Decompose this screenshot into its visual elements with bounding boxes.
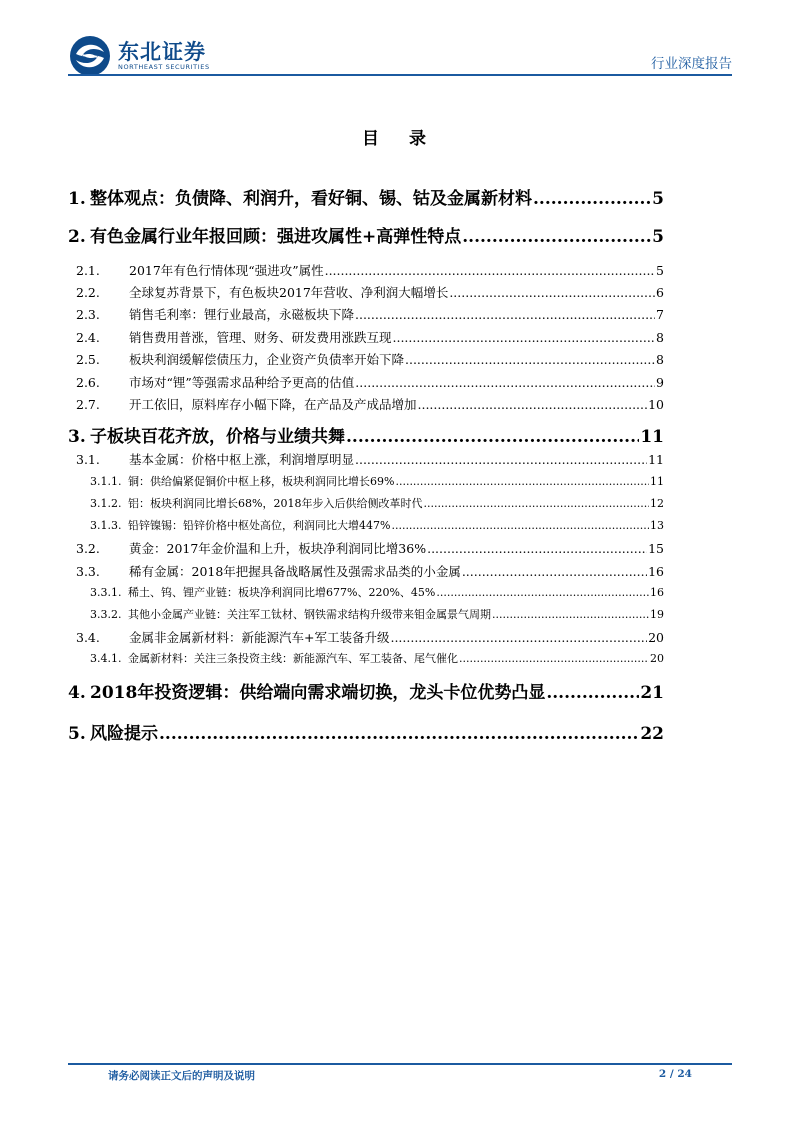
toc-entry-page: 5 bbox=[652, 227, 664, 247]
toc-entry-leader bbox=[459, 652, 649, 665]
toc-entry[interactable] bbox=[68, 422, 664, 447]
toc-entry-leader bbox=[325, 263, 655, 278]
toc-entry-page: 21 bbox=[640, 683, 664, 703]
toc-entry-number: 2.3. bbox=[76, 307, 100, 322]
footer-divider bbox=[68, 1063, 732, 1065]
page-indicator: 2 / 24 bbox=[658, 1068, 692, 1080]
toc-entry-number: 2.2. bbox=[76, 285, 100, 300]
toc-entry-leader bbox=[492, 608, 649, 621]
toc-entry-leader bbox=[159, 724, 639, 744]
toc-entry-number: 3. bbox=[68, 427, 86, 447]
toc-entry-title: 其他小金属产业链：关注军工钛材、钢铁需求结构升级带来钼金属景气周期 bbox=[128, 608, 491, 621]
toc-entry-number: 4. bbox=[68, 683, 86, 703]
toc-entry[interactable] bbox=[68, 678, 664, 703]
toc-entry[interactable] bbox=[76, 261, 664, 279]
toc-entry[interactable] bbox=[76, 562, 664, 580]
toc-entry-page: 5 bbox=[652, 189, 664, 209]
report-type-label: 行业深度报告 bbox=[651, 56, 732, 72]
toc-entry-page: 8 bbox=[656, 352, 664, 367]
toc-entry-title: 铝：板块利润同比增长68%，2018年步入后供给侧改革时代 bbox=[128, 497, 423, 510]
toc-entry-page: 15 bbox=[648, 541, 664, 556]
toc-entry[interactable] bbox=[76, 328, 664, 346]
logo-english-name: NORTHEAST SECURITIES bbox=[118, 62, 210, 71]
toc-entry-page: 12 bbox=[650, 497, 664, 510]
toc-entry-title: 有色金属行业年报回顾：强进攻属性+高弹性特点 bbox=[90, 227, 462, 247]
toc-entry[interactable] bbox=[90, 584, 664, 600]
toc-entry-leader bbox=[418, 397, 648, 412]
toc-entry[interactable] bbox=[76, 539, 664, 557]
toc-entry-number: 2.5. bbox=[76, 352, 100, 367]
toc-entry-number: 5. bbox=[68, 724, 86, 744]
toc-entry-page: 20 bbox=[648, 630, 664, 645]
toc-entry[interactable] bbox=[68, 184, 664, 209]
toc-entry-title: 2018年投资逻辑：供给端向需求端切换，龙头卡位优势凸显 bbox=[90, 683, 546, 703]
toc-entry-number: 1. bbox=[68, 189, 86, 209]
toc-entry-leader bbox=[355, 375, 655, 390]
toc-entry-number: 3.2. bbox=[76, 541, 100, 556]
toc-entry-leader bbox=[449, 285, 655, 300]
toc-entry-page: 20 bbox=[650, 652, 664, 665]
toc-title: 目 录 bbox=[362, 129, 438, 149]
toc-entry-leader bbox=[462, 227, 651, 247]
toc-entry-title: 市场对“锂”等强需求品种给予更高的估值 bbox=[129, 375, 355, 390]
toc-entry-number: 2. bbox=[68, 227, 86, 247]
toc-entry-title: 风险提示 bbox=[90, 724, 158, 744]
toc-entry-title: 金属非金属新材料：新能源汽车+军工装备升级 bbox=[129, 630, 390, 645]
company-logo bbox=[68, 34, 210, 78]
toc-entry-page: 22 bbox=[640, 724, 664, 744]
toc-entry-title: 开工依旧，原料库存小幅下降，在产品及产成品增加 bbox=[129, 397, 417, 412]
toc-entry-leader bbox=[462, 564, 647, 579]
toc-entry-page: 11 bbox=[640, 427, 664, 447]
toc-entry-page: 7 bbox=[656, 307, 664, 322]
toc-entry-page: 13 bbox=[650, 519, 664, 532]
page-header bbox=[0, 0, 800, 80]
toc-entry-page: 6 bbox=[656, 285, 664, 300]
toc-entry[interactable] bbox=[90, 473, 664, 489]
toc-entry-leader bbox=[355, 452, 647, 467]
toc-entry-number: 3.1.2. bbox=[90, 497, 122, 510]
toc-entry-leader bbox=[390, 630, 647, 645]
toc-entry-title: 稀有金属：2018年把握具备战略属性及强需求品类的小金属 bbox=[129, 564, 461, 579]
toc-entry-title: 2017年有色行情体现“强进攻”属性 bbox=[129, 263, 324, 278]
toc-entry[interactable] bbox=[76, 350, 664, 368]
toc-entry-title: 基本金属：价格中枢上涨，利润增厚明显 bbox=[129, 452, 355, 467]
toc-entry-title: 销售毛利率：锂行业最高，永磁板块下降 bbox=[129, 307, 355, 322]
toc-entry-leader bbox=[355, 307, 655, 322]
toc-entry[interactable] bbox=[76, 373, 664, 391]
toc-entry-title: 金属新材料：关注三条投资主线：新能源汽车、军工装备、尾气催化 bbox=[128, 652, 458, 665]
toc-entry-number: 3.3.2. bbox=[90, 608, 122, 621]
toc-entry-title: 整体观点：负债降、利润升，看好铜、锡、钴及金属新材料 bbox=[90, 189, 532, 209]
toc-entry[interactable] bbox=[76, 305, 664, 323]
toc-entry[interactable] bbox=[68, 222, 664, 247]
toc-entry[interactable] bbox=[90, 517, 664, 533]
toc-entry-number: 2.1. bbox=[76, 263, 100, 278]
toc-entry-title: 黄金：2017年金价温和上升，板块净利润同比增36% bbox=[129, 541, 427, 556]
toc-entry[interactable] bbox=[90, 606, 664, 622]
toc-entry[interactable] bbox=[76, 395, 664, 413]
footer-disclaimer: 请务必阅读正文后的声明及说明 bbox=[108, 1070, 255, 1082]
toc-entry-title: 全球复苏背景下，有色板块2017年营收、净利润大幅增长 bbox=[129, 285, 449, 300]
toc-entry-page: 10 bbox=[648, 397, 664, 412]
toc-entry-page: 19 bbox=[650, 608, 664, 621]
header-divider bbox=[68, 74, 732, 76]
toc-entry-title: 板块利润缓解偿债压力，企业资产负债率开始下降 bbox=[129, 352, 405, 367]
toc-entry-leader bbox=[436, 586, 649, 599]
toc-entry[interactable] bbox=[90, 650, 664, 666]
toc-entry[interactable] bbox=[76, 628, 664, 646]
toc-entry-title: 稀土、钨、锂产业链：板块净利润同比增677%、220%、45% bbox=[128, 586, 436, 599]
toc-entry[interactable] bbox=[90, 495, 664, 511]
toc-entry-leader bbox=[346, 427, 639, 447]
toc-entry[interactable] bbox=[68, 719, 664, 744]
toc-entry[interactable] bbox=[76, 450, 664, 468]
toc-entry-number: 2.7. bbox=[76, 397, 100, 412]
toc-entry-number: 3.1.3. bbox=[90, 519, 122, 532]
toc-entry-title: 子板块百花齐放，价格与业绩共舞 bbox=[90, 427, 345, 447]
toc-entry-title: 铜：供给偏紧促铜价中枢上移，板块利润同比增长69% bbox=[128, 475, 395, 488]
toc-entry-page: 5 bbox=[656, 263, 664, 278]
toc-entry-number: 3.4.1. bbox=[90, 652, 122, 665]
toc-entry-leader bbox=[427, 541, 647, 556]
toc-entry-title: 铅锌镍锡：铅锌价格中枢处高位，利润同比大增447% bbox=[128, 519, 391, 532]
toc-entry-leader bbox=[405, 352, 655, 367]
toc-entry-leader bbox=[393, 330, 656, 345]
toc-entry-page: 8 bbox=[656, 330, 664, 345]
toc-entry-leader bbox=[395, 475, 649, 488]
swirl-logo-icon bbox=[68, 34, 112, 78]
logo-chinese-name: 东北证券 bbox=[118, 39, 206, 64]
toc-entry-number: 2.4. bbox=[76, 330, 100, 345]
toc-entry-page: 16 bbox=[650, 586, 664, 599]
toc-entry-number: 3.1. bbox=[76, 452, 100, 467]
toc-entry-number: 3.4. bbox=[76, 630, 100, 645]
toc-entry-number: 3.3.1. bbox=[90, 586, 122, 599]
toc-entry-title: 销售费用普涨，管理、财务、研发费用涨跌互现 bbox=[129, 330, 392, 345]
toc-entry-page: 16 bbox=[648, 564, 664, 579]
toc-entry-number: 2.6. bbox=[76, 375, 100, 390]
toc-entry-number: 3.1.1. bbox=[90, 475, 122, 488]
toc-entry[interactable] bbox=[76, 283, 664, 301]
toc-entry-number: 3.3. bbox=[76, 564, 100, 579]
toc-entry-leader bbox=[533, 189, 651, 209]
toc-entry-page: 9 bbox=[656, 375, 664, 390]
toc-entry-leader bbox=[546, 683, 639, 703]
toc-entry-page: 11 bbox=[648, 452, 664, 467]
toc-entry-leader bbox=[391, 519, 649, 532]
toc-entry-page: 11 bbox=[650, 475, 664, 488]
toc-entry-leader bbox=[423, 497, 649, 510]
